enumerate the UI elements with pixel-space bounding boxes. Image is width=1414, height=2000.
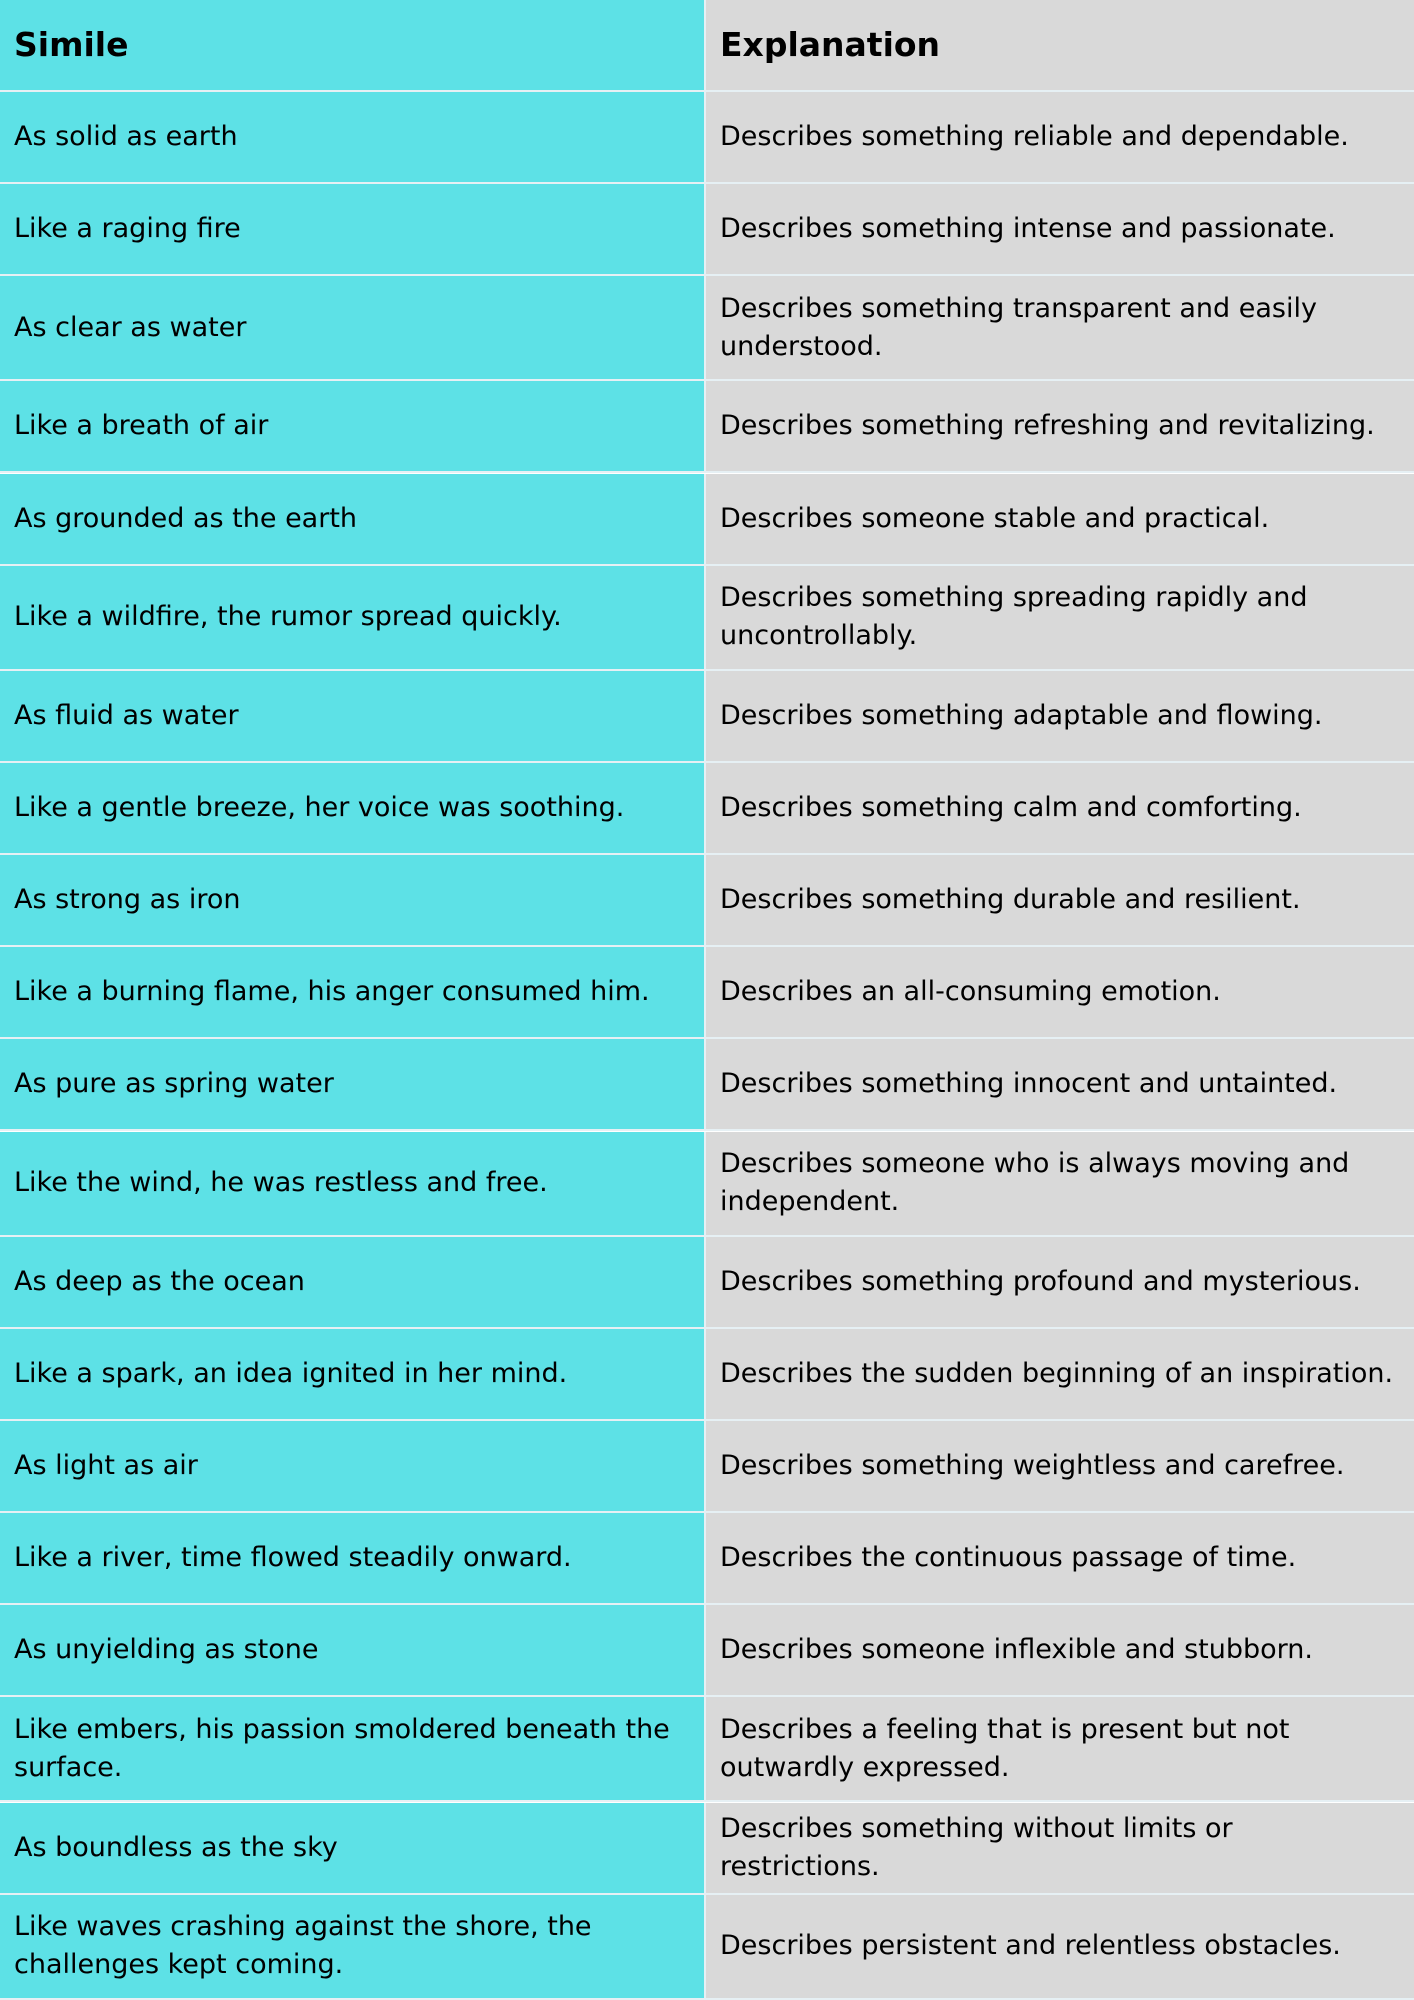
explanation-cell: Describes something refreshing and revitalizing. [706, 381, 1414, 473]
simile-cell: Like a spark, an idea ignited in her mind. [0, 1329, 706, 1421]
explanation-cell: Describes something profound and mysterious. [706, 1237, 1414, 1329]
simile-cell: As pure as spring water [0, 1039, 706, 1131]
simile-cell: As unyielding as stone [0, 1605, 706, 1697]
simile-cell: Like a burning flame, his anger consumed him. [0, 947, 706, 1039]
explanation-cell: Describes something calm and comforting. [706, 763, 1414, 855]
simile-cell: Like the wind, he was restless and free. [0, 1132, 706, 1237]
explanation-cell: Describes someone stable and practical. [706, 474, 1414, 566]
simile-cell: Like waves crashing against the shore, the challenges kept coming. [0, 1895, 706, 2000]
simile-cell: Like embers, his passion smoldered beneath the surface. [0, 1697, 706, 1802]
simile-cell: As strong as iron [0, 855, 706, 947]
explanation-cell: Describes something innocent and untainted. [706, 1039, 1414, 1131]
explanation-cell: Describes an all-consuming emotion. [706, 947, 1414, 1039]
explanation-cell: Describes someone who is always moving and independent. [706, 1132, 1414, 1237]
simile-cell: Like a wildfire, the rumor spread quickly. [0, 566, 706, 671]
simile-cell: As solid as earth [0, 92, 706, 184]
explanation-cell: Describes persistent and relentless obstacles. [706, 1895, 1414, 2000]
simile-cell: As grounded as the earth [0, 474, 706, 566]
explanation-cell: Describes something intense and passionate. [706, 184, 1414, 276]
explanation-cell: Describes something spreading rapidly and uncontrollably. [706, 566, 1414, 671]
explanation-cell: Describes something without limits or restrictions. [706, 1803, 1414, 1895]
simile-cell: As light as air [0, 1421, 706, 1513]
explanation-cell: Describes something reliable and dependable. [706, 92, 1414, 184]
simile-cell: As clear as water [0, 276, 706, 381]
simile-cell: As fluid as water [0, 671, 706, 763]
explanation-cell: Describes something adaptable and flowing. [706, 671, 1414, 763]
explanation-cell: Describes something transparent and easily understood. [706, 276, 1414, 381]
simile-cell: Like a raging fire [0, 184, 706, 276]
header-explanation: Explanation [706, 0, 1414, 92]
simile-cell: As deep as the ocean [0, 1237, 706, 1329]
simile-cell: Like a river, time flowed steadily onward. [0, 1513, 706, 1605]
explanation-cell: Describes a feeling that is present but not outwardly expressed. [706, 1697, 1414, 1802]
explanation-cell: Describes the sudden beginning of an inspiration. [706, 1329, 1414, 1421]
simile-cell: As boundless as the sky [0, 1803, 706, 1895]
explanation-cell: Describes someone inflexible and stubborn. [706, 1605, 1414, 1697]
explanation-cell: Describes something weightless and carefree. [706, 1421, 1414, 1513]
explanation-cell: Describes something durable and resilient. [706, 855, 1414, 947]
explanation-cell: Describes the continuous passage of time. [706, 1513, 1414, 1605]
simile-cell: Like a gentle breeze, her voice was soothing. [0, 763, 706, 855]
header-simile: Simile [0, 0, 706, 92]
simile-cell: Like a breath of air [0, 381, 706, 473]
